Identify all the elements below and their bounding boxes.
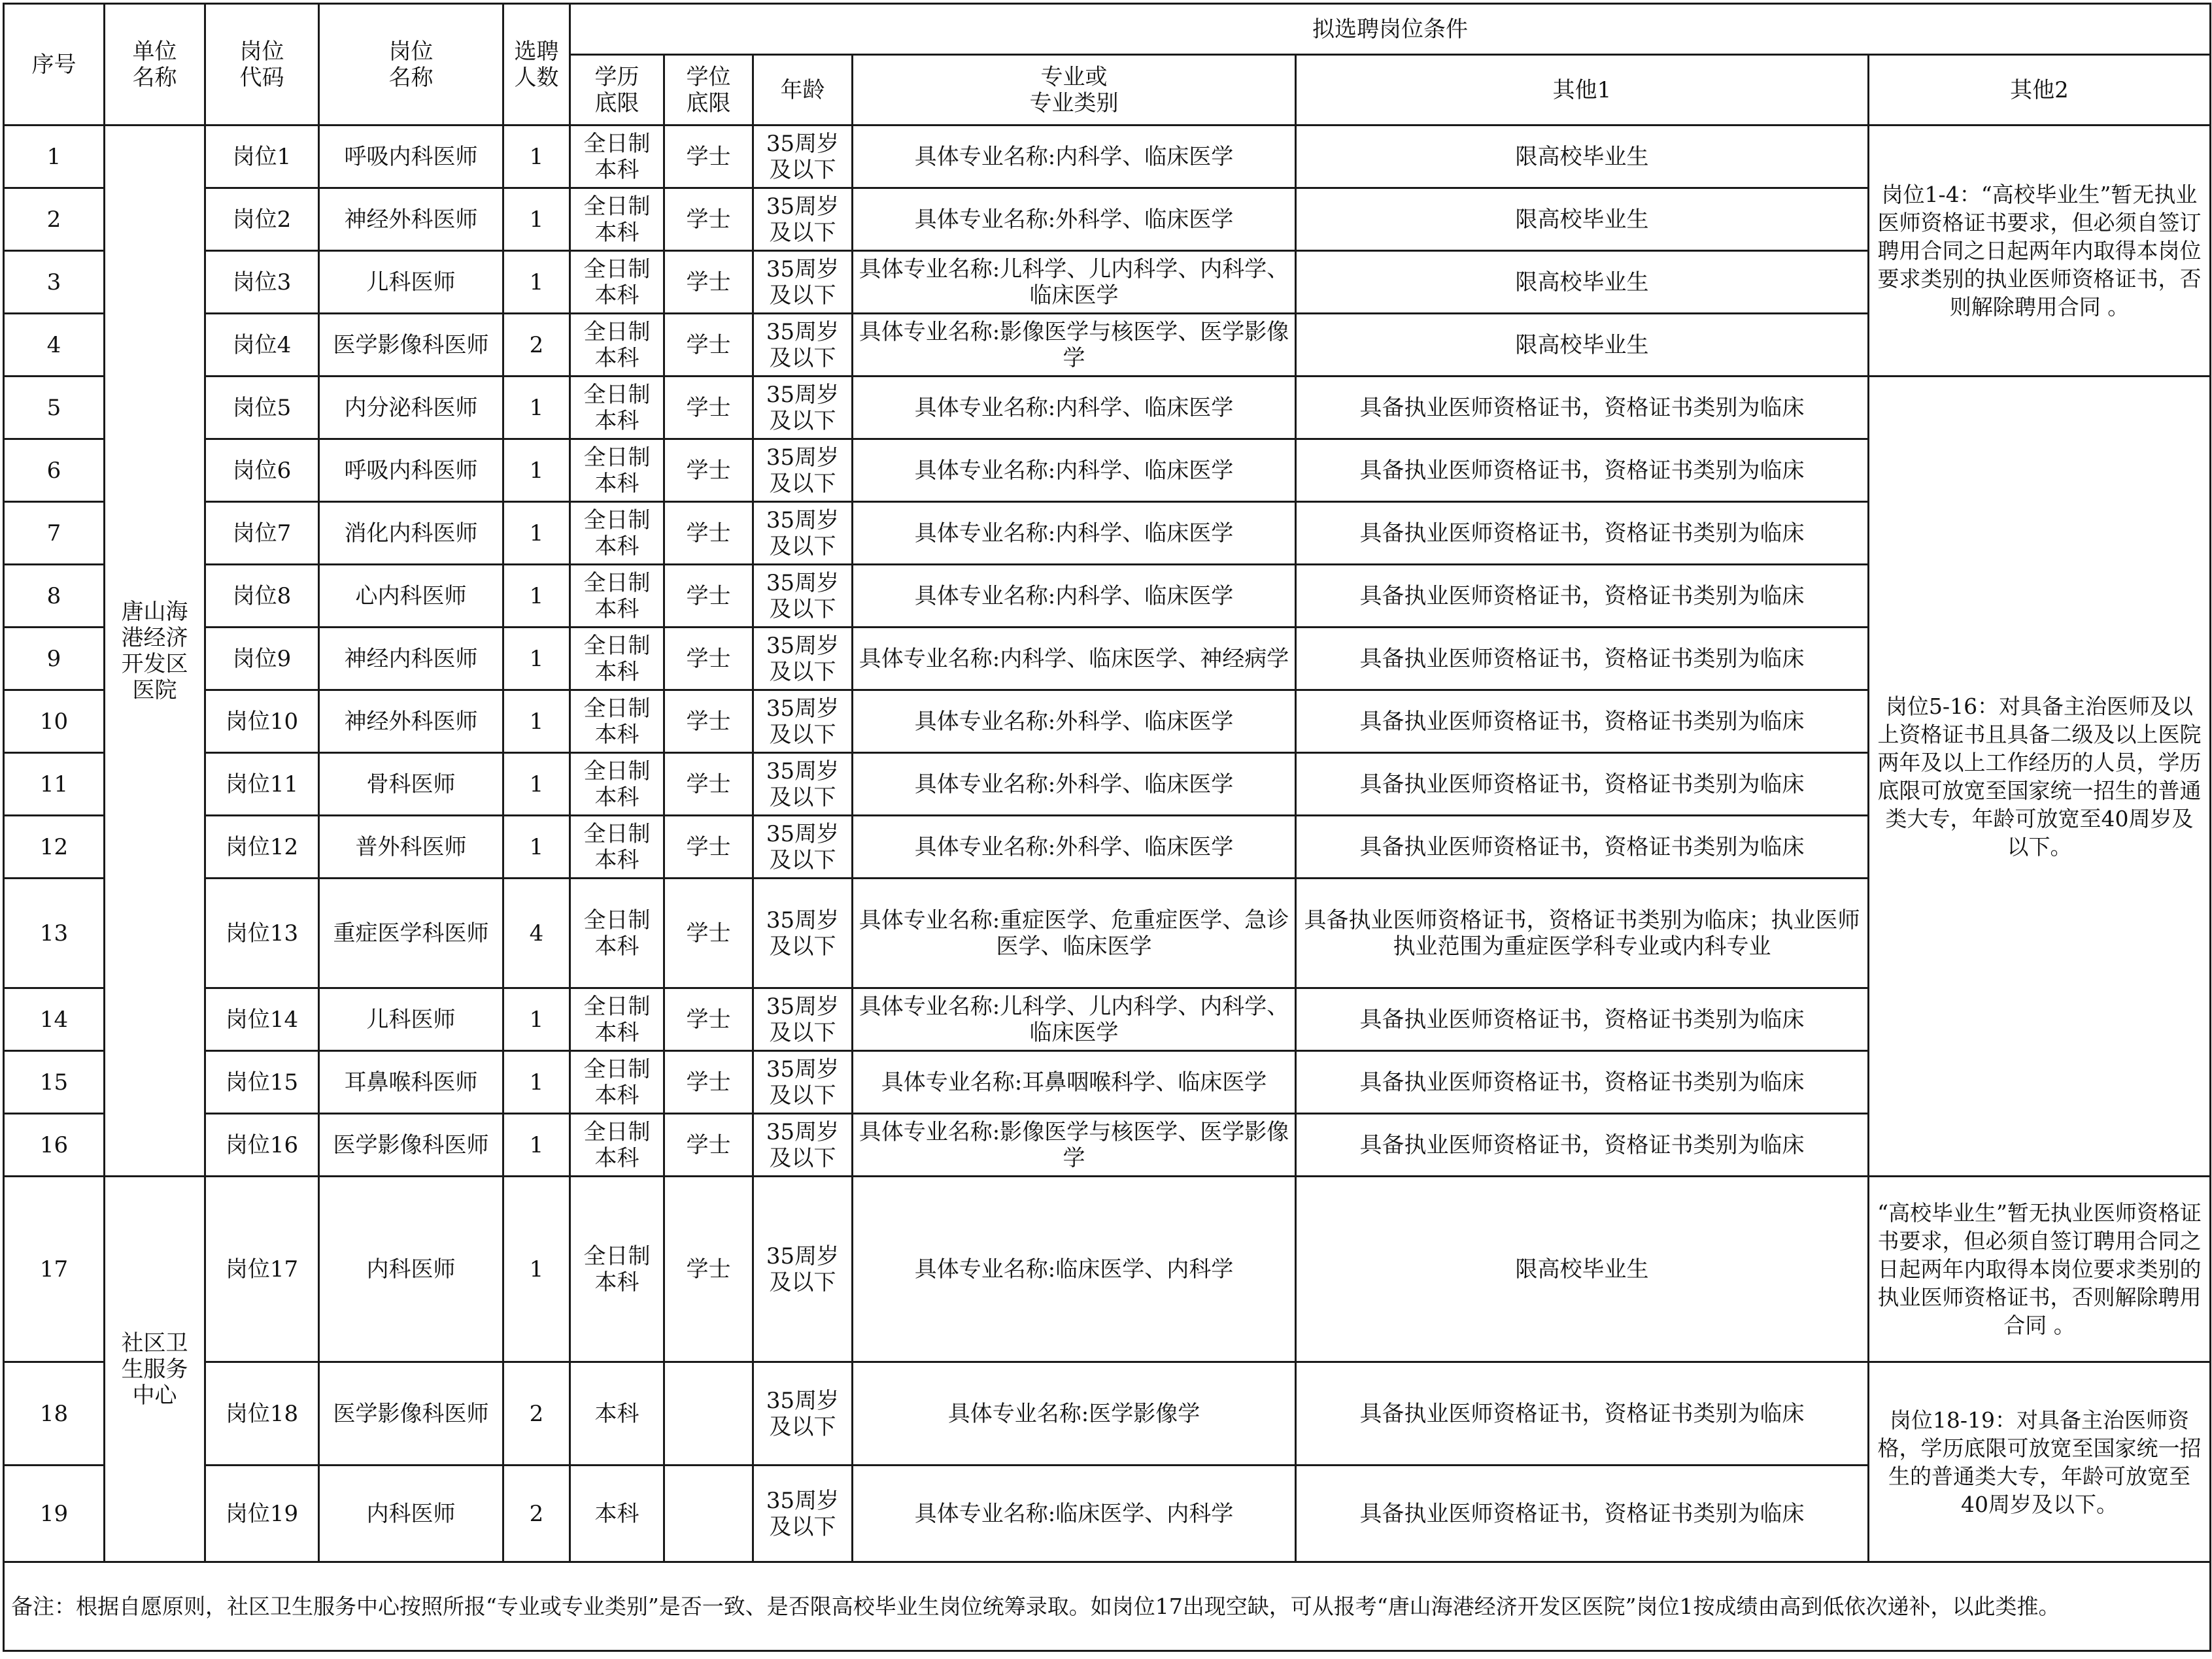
cell-seq: 17	[4, 1177, 105, 1362]
cell-edu: 全日制本科	[570, 1177, 664, 1362]
cell-other1: 具备执业医师资格证书，资格证书类别为临床	[1296, 1362, 1869, 1466]
cell-major: 具体专业名称:内科学、临床医学	[853, 126, 1296, 188]
cell-other1: 限高校毕业生	[1296, 126, 1869, 188]
cell-count: 1	[503, 377, 570, 439]
cell-count: 2	[503, 1466, 570, 1562]
cell-code: 岗位3	[205, 251, 319, 314]
cell-major: 具体专业名称:外科学、临床医学	[853, 816, 1296, 879]
header-conditions: 拟选聘岗位条件	[570, 4, 2211, 55]
cell-count: 1	[503, 628, 570, 690]
cell-age: 35周岁及以下	[753, 879, 853, 988]
cell-seq: 6	[4, 439, 105, 502]
cell-count: 1	[503, 251, 570, 314]
cell-other2: 岗位1-4：“高校毕业生”暂无执业医师资格证书要求，但必须自签订聘用合同之日起两年内取得本岗位要求类别的执业医师资格证书，否则解除聘用合同 。	[1869, 126, 2211, 377]
cell-code: 岗位19	[205, 1466, 319, 1562]
cell-count: 1	[503, 816, 570, 879]
cell-degree: 学士	[664, 126, 753, 188]
note-row	[4, 1562, 2211, 1651]
cell-major: 具体专业名称:外科学、临床医学	[853, 690, 1296, 753]
cell-edu: 全日制本科	[570, 690, 664, 753]
cell-seq: 9	[4, 628, 105, 690]
cell-major: 具体专业名称:医学影像学	[853, 1362, 1296, 1466]
cell-degree: 学士	[664, 502, 753, 565]
cell-code: 岗位17	[205, 1177, 319, 1362]
table-body	[4, 126, 2211, 1651]
cell-other1: 具备执业医师资格证书，资格证书类别为临床	[1296, 377, 1869, 439]
cell-code: 岗位8	[205, 565, 319, 628]
note-text: 备注：根据自愿原则，社区卫生服务中心按照所报“专业或专业类别”是否一致、是否限高校毕业生岗位统筹录取。如岗位17出现空缺，可从报考“唐山海港经济开发区医院”岗位1按成绩由高到低依次递补，以此类推。	[4, 1562, 2211, 1651]
cell-age: 35周岁及以下	[753, 565, 853, 628]
cell-major: 具体专业名称:重症医学、危重症医学、急诊医学、临床医学	[853, 879, 1296, 988]
cell-code: 岗位1	[205, 126, 319, 188]
cell-edu: 全日制本科	[570, 377, 664, 439]
cell-other1: 具备执业医师资格证书，资格证书类别为临床	[1296, 565, 1869, 628]
cell-post: 骨科医师	[319, 753, 503, 816]
cell-seq: 18	[4, 1362, 105, 1466]
cell-age: 35周岁及以下	[753, 988, 853, 1051]
cell-edu: 全日制本科	[570, 502, 664, 565]
cell-degree: 学士	[664, 1051, 753, 1114]
cell-other1: 具备执业医师资格证书，资格证书类别为临床	[1296, 816, 1869, 879]
cell-unit: 社区卫生服务中心	[105, 1177, 205, 1562]
cell-code: 岗位4	[205, 314, 319, 377]
cell-degree: 学士	[664, 251, 753, 314]
cell-post: 普外科医师	[319, 816, 503, 879]
cell-edu: 本科	[570, 1466, 664, 1562]
cell-seq: 14	[4, 988, 105, 1051]
cell-major: 具体专业名称:儿科学、儿内科学、内科学、临床医学	[853, 251, 1296, 314]
cell-count: 2	[503, 314, 570, 377]
cell-major: 具体专业名称:影像医学与核医学、医学影像学	[853, 1114, 1296, 1177]
cell-age: 35周岁及以下	[753, 1114, 853, 1177]
cell-seq: 10	[4, 690, 105, 753]
cell-degree: 学士	[664, 377, 753, 439]
header-degree: 学位 底限	[664, 55, 753, 126]
cell-other1: 具备执业医师资格证书，资格证书类别为临床	[1296, 439, 1869, 502]
cell-age: 35周岁及以下	[753, 126, 853, 188]
cell-post: 呼吸内科医师	[319, 439, 503, 502]
cell-count: 2	[503, 1362, 570, 1466]
header-post: 岗位 名称	[319, 4, 503, 126]
cell-edu: 全日制本科	[570, 628, 664, 690]
cell-post: 呼吸内科医师	[319, 126, 503, 188]
cell-code: 岗位16	[205, 1114, 319, 1177]
cell-seq: 11	[4, 753, 105, 816]
cell-major: 具体专业名称:内科学、临床医学	[853, 502, 1296, 565]
table-row	[4, 1177, 2211, 1362]
cell-major: 具体专业名称:内科学、临床医学	[853, 565, 1296, 628]
cell-code: 岗位18	[205, 1362, 319, 1466]
cell-count: 1	[503, 690, 570, 753]
cell-edu: 全日制本科	[570, 753, 664, 816]
cell-age: 35周岁及以下	[753, 1362, 853, 1466]
header-count: 选聘 人数	[503, 4, 570, 126]
cell-other1: 具备执业医师资格证书，资格证书类别为临床	[1296, 1114, 1869, 1177]
cell-other1: 具备执业医师资格证书，资格证书类别为临床	[1296, 502, 1869, 565]
cell-major: 具体专业名称:外科学、临床医学	[853, 753, 1296, 816]
cell-other1: 具备执业医师资格证书，资格证书类别为临床	[1296, 1466, 1869, 1562]
cell-major: 具体专业名称:临床医学、内科学	[853, 1466, 1296, 1562]
header-code: 岗位 代码	[205, 4, 319, 126]
cell-degree: 学士	[664, 879, 753, 988]
cell-age: 35周岁及以下	[753, 314, 853, 377]
cell-degree: 学士	[664, 314, 753, 377]
cell-code: 岗位9	[205, 628, 319, 690]
cell-code: 岗位10	[205, 690, 319, 753]
cell-degree: 学士	[664, 565, 753, 628]
cell-edu: 全日制本科	[570, 188, 664, 251]
cell-degree: 学士	[664, 753, 753, 816]
cell-degree: 学士	[664, 628, 753, 690]
cell-count: 4	[503, 879, 570, 988]
cell-degree: 学士	[664, 1177, 753, 1362]
cell-other1: 具备执业医师资格证书，资格证书类别为临床	[1296, 988, 1869, 1051]
cell-post: 消化内科医师	[319, 502, 503, 565]
cell-post: 重症医学科医师	[319, 879, 503, 988]
cell-code: 岗位5	[205, 377, 319, 439]
cell-edu: 全日制本科	[570, 816, 664, 879]
header-other1: 其他1	[1296, 55, 1869, 126]
cell-degree: 学士	[664, 188, 753, 251]
cell-post: 神经外科医师	[319, 690, 503, 753]
header-unit: 单位 名称	[105, 4, 205, 126]
cell-count: 1	[503, 753, 570, 816]
cell-code: 岗位2	[205, 188, 319, 251]
cell-age: 35周岁及以下	[753, 188, 853, 251]
cell-edu: 本科	[570, 1362, 664, 1466]
cell-other1: 具备执业医师资格证书，资格证书类别为临床	[1296, 1051, 1869, 1114]
cell-age: 35周岁及以下	[753, 377, 853, 439]
cell-other1: 具备执业医师资格证书，资格证书类别为临床	[1296, 753, 1869, 816]
cell-edu: 全日制本科	[570, 1051, 664, 1114]
cell-unit: 唐山海港经济开发区医院	[105, 126, 205, 1177]
cell-degree	[664, 1362, 753, 1466]
cell-other1: 限高校毕业生	[1296, 188, 1869, 251]
cell-age: 35周岁及以下	[753, 628, 853, 690]
header-age: 年龄	[753, 55, 853, 126]
table-row	[4, 126, 2211, 188]
cell-code: 岗位11	[205, 753, 319, 816]
cell-post: 内分泌科医师	[319, 377, 503, 439]
cell-age: 35周岁及以下	[753, 502, 853, 565]
cell-other2: “高校毕业生”暂无执业医师资格证书要求，但必须自签订聘用合同之日起两年内取得本岗位要求类别的执业医师资格证书，否则解除聘用合同 。	[1869, 1177, 2211, 1362]
header-major: 专业或 专业类别	[853, 55, 1296, 126]
cell-other1: 限高校毕业生	[1296, 1177, 1869, 1362]
cell-major: 具体专业名称:外科学、临床医学	[853, 188, 1296, 251]
cell-other2: 岗位5-16：对具备主治医师及以上资格证书且具备二级及以上医院两年及以上工作经历的人员，学历底限可放宽至国家统一招生的普通类大专，年龄可放宽至40周岁及以下。	[1869, 377, 2211, 1177]
cell-seq: 19	[4, 1466, 105, 1562]
cell-post: 医学影像科医师	[319, 314, 503, 377]
cell-seq: 12	[4, 816, 105, 879]
cell-other1: 限高校毕业生	[1296, 314, 1869, 377]
cell-code: 岗位12	[205, 816, 319, 879]
cell-post: 耳鼻喉科医师	[319, 1051, 503, 1114]
cell-seq: 13	[4, 879, 105, 988]
cell-degree: 学士	[664, 988, 753, 1051]
cell-major: 具体专业名称:内科学、临床医学、神经病学	[853, 628, 1296, 690]
cell-age: 35周岁及以下	[753, 1466, 853, 1562]
cell-edu: 全日制本科	[570, 314, 664, 377]
cell-age: 35周岁及以下	[753, 1177, 853, 1362]
cell-post: 医学影像科医师	[319, 1114, 503, 1177]
cell-seq: 15	[4, 1051, 105, 1114]
cell-seq: 1	[4, 126, 105, 188]
cell-edu: 全日制本科	[570, 1114, 664, 1177]
cell-seq: 5	[4, 377, 105, 439]
cell-edu: 全日制本科	[570, 251, 664, 314]
cell-other1: 具备执业医师资格证书，资格证书类别为临床；执业医师执业范围为重症医学科专业或内科专业	[1296, 879, 1869, 988]
cell-other1: 具备执业医师资格证书，资格证书类别为临床	[1296, 690, 1869, 753]
cell-code: 岗位15	[205, 1051, 319, 1114]
cell-seq: 8	[4, 565, 105, 628]
cell-count: 1	[503, 988, 570, 1051]
header-other2: 其他2	[1869, 55, 2211, 126]
cell-other2: 岗位18-19：对具备主治医师资格，学历底限可放宽至国家统一招生的普通类大专，年龄可放宽至40周岁及以下。	[1869, 1362, 2211, 1562]
cell-major: 具体专业名称:影像医学与核医学、医学影像学	[853, 314, 1296, 377]
cell-seq: 2	[4, 188, 105, 251]
cell-count: 1	[503, 565, 570, 628]
cell-post: 医学影像科医师	[319, 1362, 503, 1466]
cell-code: 岗位13	[205, 879, 319, 988]
cell-post: 内科医师	[319, 1177, 503, 1362]
cell-major: 具体专业名称:临床医学、内科学	[853, 1177, 1296, 1362]
cell-age: 35周岁及以下	[753, 816, 853, 879]
cell-other1: 具备执业医师资格证书，资格证书类别为临床	[1296, 628, 1869, 690]
cell-count: 1	[503, 1114, 570, 1177]
cell-degree	[664, 1466, 753, 1562]
header-seq: 序号	[4, 4, 105, 126]
cell-degree: 学士	[664, 690, 753, 753]
cell-age: 35周岁及以下	[753, 1051, 853, 1114]
recruitment-table	[3, 3, 2211, 1652]
cell-count: 1	[503, 126, 570, 188]
cell-edu: 全日制本科	[570, 126, 664, 188]
cell-other1: 限高校毕业生	[1296, 251, 1869, 314]
cell-count: 1	[503, 188, 570, 251]
cell-age: 35周岁及以下	[753, 439, 853, 502]
cell-seq: 3	[4, 251, 105, 314]
cell-major: 具体专业名称:内科学、临床医学	[853, 377, 1296, 439]
cell-age: 35周岁及以下	[753, 251, 853, 314]
table-row	[4, 1362, 2211, 1466]
cell-code: 岗位14	[205, 988, 319, 1051]
table-row	[4, 377, 2211, 439]
cell-count: 1	[503, 1051, 570, 1114]
cell-edu: 全日制本科	[570, 988, 664, 1051]
cell-major: 具体专业名称:耳鼻咽喉科学、临床医学	[853, 1051, 1296, 1114]
cell-age: 35周岁及以下	[753, 753, 853, 816]
header-edu: 学历 底限	[570, 55, 664, 126]
cell-seq: 16	[4, 1114, 105, 1177]
cell-age: 35周岁及以下	[753, 690, 853, 753]
cell-post: 内科医师	[319, 1466, 503, 1562]
cell-post: 心内科医师	[319, 565, 503, 628]
cell-post: 儿科医师	[319, 988, 503, 1051]
cell-degree: 学士	[664, 816, 753, 879]
cell-degree: 学士	[664, 1114, 753, 1177]
cell-post: 神经外科医师	[319, 188, 503, 251]
cell-edu: 全日制本科	[570, 439, 664, 502]
cell-seq: 7	[4, 502, 105, 565]
cell-edu: 全日制本科	[570, 565, 664, 628]
cell-degree: 学士	[664, 439, 753, 502]
cell-seq: 4	[4, 314, 105, 377]
cell-post: 儿科医师	[319, 251, 503, 314]
cell-count: 1	[503, 1177, 570, 1362]
cell-count: 1	[503, 502, 570, 565]
cell-post: 神经内科医师	[319, 628, 503, 690]
cell-major: 具体专业名称:内科学、临床医学	[853, 439, 1296, 502]
cell-code: 岗位7	[205, 502, 319, 565]
cell-count: 1	[503, 439, 570, 502]
cell-code: 岗位6	[205, 439, 319, 502]
cell-edu: 全日制本科	[570, 879, 664, 988]
cell-major: 具体专业名称:儿科学、儿内科学、内科学、临床医学	[853, 988, 1296, 1051]
